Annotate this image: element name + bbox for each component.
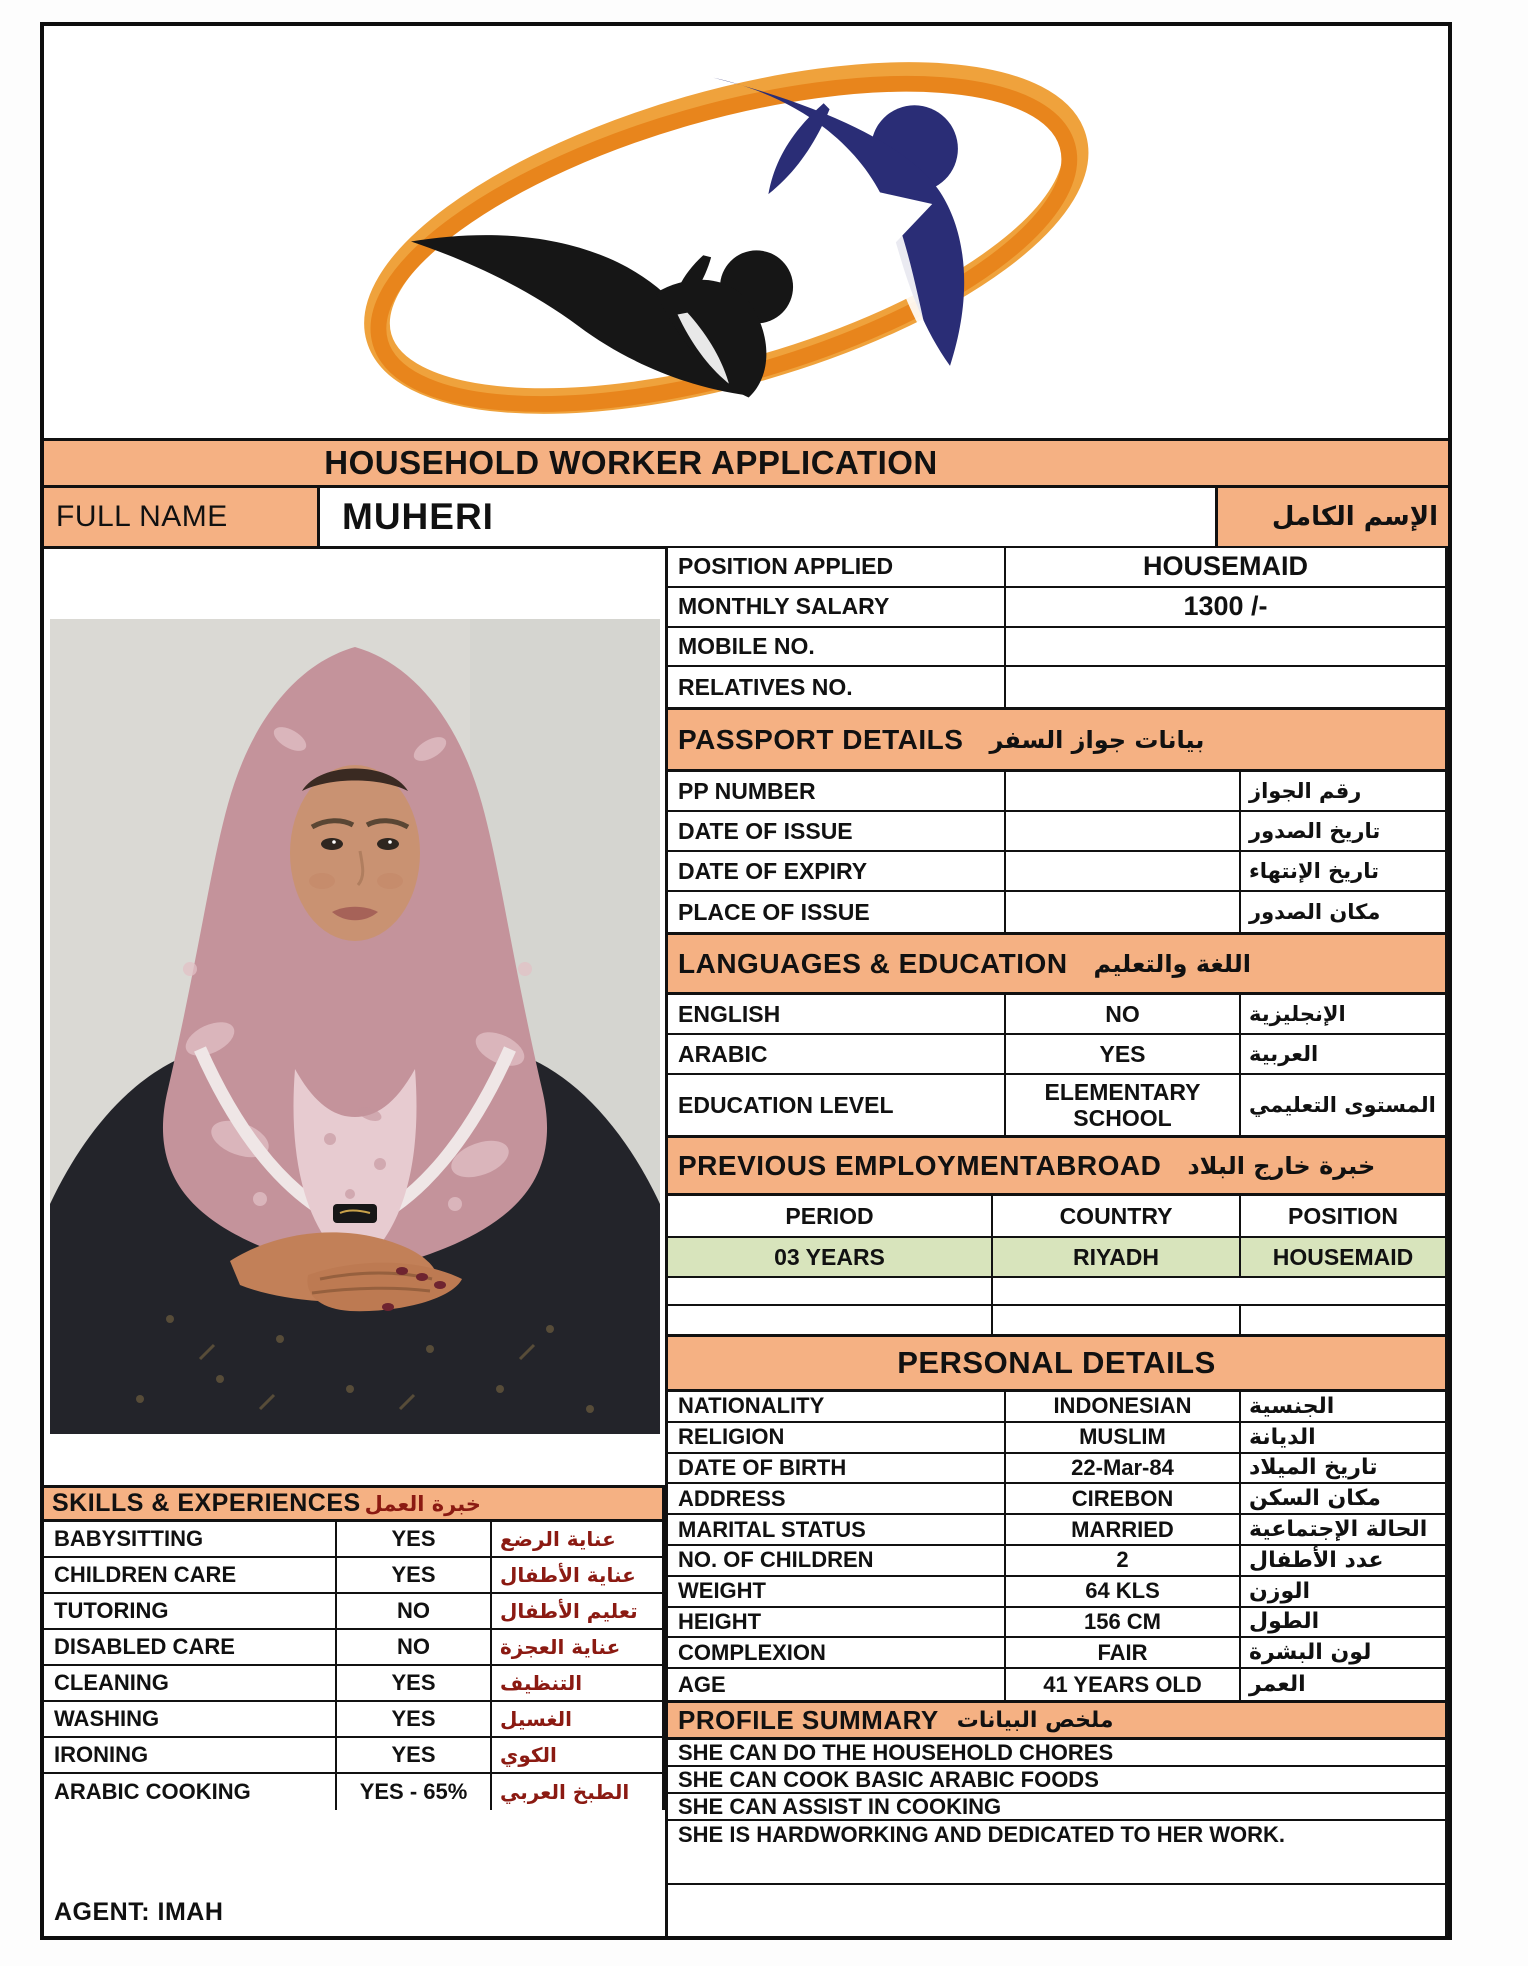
previous-employment-title-arabic: خبرة خارج البلاد — [1187, 1151, 1376, 1180]
personal-row-arabic: الطول — [1241, 1608, 1445, 1639]
passport-table — [665, 772, 1448, 932]
skill-label: DISABLED CARE — [44, 1630, 337, 1666]
employment-empty-cell — [993, 1278, 1445, 1306]
religion-value: MUSLIM — [1006, 1423, 1241, 1454]
personal-row-label: RELIGION — [668, 1423, 1006, 1454]
contact-label: RELATIVES NO. — [668, 667, 1006, 707]
skill-arabic: عناية الأطفال — [492, 1558, 662, 1594]
profile-line: SHE IS HARDWORKING AND DEDICATED TO HER WORK. — [678, 1821, 1286, 1847]
weight-value: 64 KLS — [1006, 1577, 1241, 1608]
full-name-value: MUHERI — [342, 496, 494, 537]
skill-arabic: عناية العجزة — [492, 1630, 662, 1666]
complexion-value: FAIR — [1006, 1638, 1241, 1669]
full-name-label: FULL NAME — [44, 488, 320, 546]
personal-row-label: HEIGHT — [668, 1608, 1006, 1639]
contact-label: MOBILE NO. — [668, 628, 1006, 668]
passport-row-arabic: مكان الصدور — [1249, 900, 1381, 924]
address-value: CIREBON — [1006, 1484, 1241, 1515]
profile-summary-title: PROFILE SUMMARY — [678, 1704, 939, 1735]
passport-row-label: PP NUMBER — [668, 772, 1006, 812]
personal-details-table — [665, 1392, 1448, 1700]
skill-arabic: الكوي — [492, 1738, 662, 1774]
disabled-care-value: NO — [337, 1630, 492, 1666]
language-row-arabic: العربية — [1241, 1035, 1445, 1075]
children-care-value: YES — [337, 1558, 492, 1594]
personal-details-band — [665, 1334, 1448, 1392]
form-title: HOUSEHOLD WORKER APPLICATION — [324, 444, 938, 481]
skill-arabic: الطبخ العربي — [500, 1780, 630, 1804]
skill-arabic: تعليم الأطفال — [492, 1594, 662, 1630]
applicant-photo-cell — [44, 549, 665, 1485]
skills-table — [44, 1522, 665, 1810]
form-title-band — [44, 438, 1448, 488]
skills-experiences-title-arabic: خبرة العمل — [364, 1491, 481, 1516]
personal-row-label: NO. OF CHILDREN — [668, 1546, 1006, 1577]
employment-col-position: POSITION — [1241, 1196, 1445, 1238]
language-row-label: ENGLISH — [668, 995, 1006, 1035]
passport-row-arabic: رقم الجواز — [1241, 772, 1445, 812]
personal-row-label: MARITAL STATUS — [668, 1515, 1006, 1546]
profile-line: SHE CAN COOK BASIC ARABIC FOODS — [668, 1767, 1445, 1794]
passport-row-value — [1006, 772, 1241, 812]
personal-row-arabic: العمر — [1249, 1672, 1306, 1698]
skills-experiences-title: SKILLS & EXPERIENCES — [52, 1489, 361, 1517]
applicant-photo — [50, 619, 660, 1434]
personal-row-label: WEIGHT — [668, 1577, 1006, 1608]
employment-empty-cell — [668, 1306, 993, 1334]
personal-row-label: AGE — [668, 1669, 1006, 1700]
employment-country-value: RIYADH — [993, 1238, 1241, 1278]
employment-table — [665, 1196, 1448, 1334]
passport-row-label: DATE OF ISSUE — [668, 812, 1006, 852]
personal-details-title: PERSONAL DETAILS — [897, 1345, 1216, 1380]
employment-col-country: COUNTRY — [993, 1196, 1241, 1238]
passport-details-title-arabic: بيانات جواز السفر — [989, 725, 1205, 754]
arabic-value: YES — [1006, 1035, 1241, 1075]
skill-arabic: عناية الرضع — [492, 1522, 662, 1558]
languages-education-band — [665, 932, 1448, 995]
relatives-no-value — [1006, 667, 1445, 707]
profile-summary-table — [665, 1740, 1448, 1848]
personal-row-label: ADDRESS — [668, 1484, 1006, 1515]
profile-line: SHE CAN DO THE HOUSEHOLD CHORES — [668, 1740, 1445, 1767]
languages-education-title-arabic: اللغة والتعليم — [1093, 949, 1251, 978]
employment-period-value: 03 YEARS — [668, 1238, 993, 1278]
empty-row — [668, 1885, 1445, 1936]
skill-arabic: الغسيل — [492, 1702, 662, 1738]
personal-row-label: NATIONALITY — [668, 1392, 1006, 1423]
mobile-no-value — [1006, 628, 1445, 668]
empty-row — [668, 1848, 1445, 1885]
passport-row-value — [1006, 892, 1241, 932]
education-level-value: ELEMENTARY SCHOOL — [1006, 1075, 1241, 1135]
passport-row-label: PLACE OF ISSUE — [668, 892, 1006, 932]
employment-empty-cell — [993, 1306, 1241, 1334]
personal-row-arabic: تاريخ الميلاد — [1241, 1454, 1445, 1485]
passport-details-title: PASSPORT DETAILS — [678, 723, 964, 755]
passport-row-value — [1006, 852, 1241, 892]
previous-employment-title: PREVIOUS EMPLOYMENTABROAD — [678, 1149, 1162, 1181]
profile-summary-title-arabic: ملخص البيانات — [956, 1707, 1114, 1733]
monthly-salary-value: 1300 /- — [1006, 588, 1445, 628]
education-level-arabic: المستوى التعليمي — [1249, 1093, 1436, 1117]
personal-row-arabic: الجنسية — [1241, 1392, 1445, 1423]
skill-label: BABYSITTING — [44, 1522, 337, 1558]
skill-label: CLEANING — [44, 1666, 337, 1702]
languages-table — [665, 995, 1448, 1135]
employment-col-period: PERIOD — [668, 1196, 993, 1238]
personal-row-arabic: الوزن — [1241, 1577, 1445, 1608]
agency-logo-graphic — [325, 48, 1115, 433]
personal-row-label: DATE OF BIRTH — [668, 1454, 1006, 1485]
personal-row-arabic: لون البشرة — [1241, 1638, 1445, 1669]
ironing-value: YES — [337, 1738, 492, 1774]
education-level-label: EDUCATION LEVEL — [668, 1075, 1006, 1135]
skill-label: IRONING — [44, 1738, 337, 1774]
cleaning-value: YES — [337, 1666, 492, 1702]
agent-name: AGENT: IMAH — [54, 1898, 224, 1926]
position-applied-value: HOUSEMAID — [1006, 548, 1445, 588]
arabic-cooking-value: YES - 65% — [337, 1774, 492, 1810]
skill-label: ARABIC COOKING — [44, 1774, 337, 1810]
contact-table — [665, 548, 1448, 707]
language-row-label: ARABIC — [668, 1035, 1006, 1075]
personal-row-label: COMPLEXION — [668, 1638, 1006, 1669]
marital-status-value: MARRIED — [1006, 1515, 1241, 1546]
personal-row-arabic: مكان السكن — [1241, 1484, 1445, 1515]
skill-label: TUTORING — [44, 1594, 337, 1630]
skill-arabic: التنظيف — [492, 1666, 662, 1702]
babysitting-value: YES — [337, 1522, 492, 1558]
hijab-label-tag — [333, 1204, 377, 1223]
skill-label: WASHING — [44, 1702, 337, 1738]
tutoring-value: NO — [337, 1594, 492, 1630]
date-of-birth-value: 22-Mar-84 — [1006, 1454, 1241, 1485]
passport-row-arabic: تاريخ الصدور — [1241, 812, 1445, 852]
passport-row-value — [1006, 812, 1241, 852]
personal-row-arabic: عدد الأطفال — [1241, 1546, 1445, 1577]
personal-row-arabic: الحالة الإجتماعية — [1241, 1515, 1445, 1546]
nationality-value: INDONESIAN — [1006, 1392, 1241, 1423]
english-value: NO — [1006, 995, 1241, 1035]
profile-line: SHE CAN ASSIST IN COOKING — [668, 1794, 1445, 1821]
full-name-label-arabic: الإسم الكامل — [1215, 488, 1448, 546]
passport-row-arabic: تاريخ الإنتهاء — [1241, 852, 1445, 892]
passport-row-label: DATE OF EXPIRY — [668, 852, 1006, 892]
age-value: 41 YEARS OLD — [1006, 1669, 1241, 1700]
previous-employment-band — [665, 1135, 1448, 1196]
contact-label: POSITION APPLIED — [668, 548, 1006, 588]
skill-label: CHILDREN CARE — [44, 1558, 337, 1594]
profile-summary-band — [665, 1700, 1448, 1740]
contact-label: MONTHLY SALARY — [668, 588, 1006, 628]
languages-education-title: LANGUAGES & EDUCATION — [678, 947, 1068, 979]
personal-row-arabic: الديانة — [1241, 1423, 1445, 1454]
height-value: 156 CM — [1006, 1608, 1241, 1639]
bottom-empty-rows — [665, 1848, 1448, 1936]
full-name-row — [44, 488, 1448, 549]
agency-logo — [325, 48, 1115, 433]
employment-empty-cell — [1241, 1306, 1445, 1334]
employment-empty-cell — [668, 1278, 993, 1306]
children-value: 2 — [1006, 1546, 1241, 1577]
passport-details-band — [665, 707, 1448, 772]
language-row-arabic: الإنجليزية — [1241, 995, 1445, 1035]
employment-position-value: HOUSEMAID — [1241, 1238, 1445, 1278]
washing-value: YES — [337, 1702, 492, 1738]
skills-experiences-band — [44, 1485, 665, 1522]
